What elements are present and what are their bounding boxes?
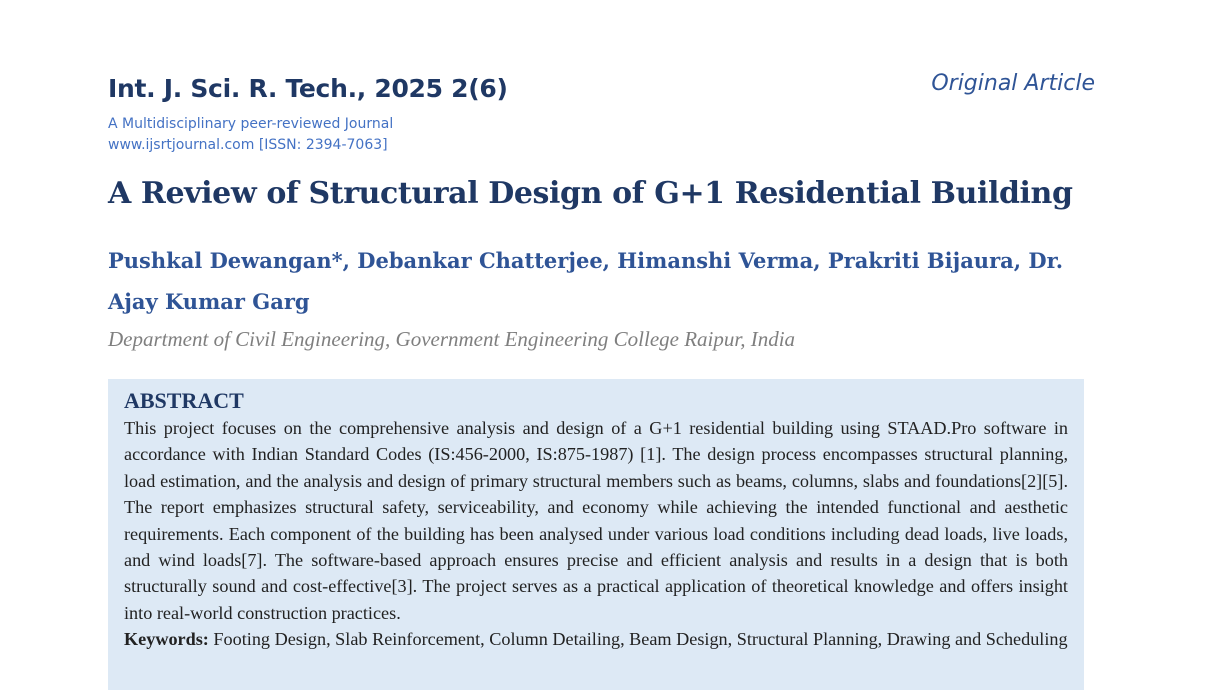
keywords-list: Footing Design, Slab Reinforcement, Column Detailing, Beam Design, Structural Planning, Drawing and Scheduling — [208, 629, 1068, 650]
keywords-label: Keywords: — [124, 629, 209, 650]
paper-title: A Review of Structural Design of G+1 Residential Building — [108, 176, 1073, 211]
abstract-section — [108, 379, 1084, 690]
journal-tagline: A Multidisciplinary peer-reviewed Journal — [108, 116, 394, 132]
journal-title: Int. J. Sci. R. Tech., 2025 2(6) — [108, 74, 508, 103]
journal-info — [108, 114, 393, 156]
journal-website: www.ijsrtjournal.com [ISSN: 2394-7063] — [108, 137, 388, 153]
abstract-body: This project focuses on the comprehensive analysis and design of a G+1 residential building using STAAD.Pro software in accordance with Indian Standard Codes (IS:456-2000, IS:875-1987) [1]. The design process encompasses structural planning, load estimation, and the analysis and design of primary structural members such as beams, columns, slabs and foundations[2][5]. The report emphasizes structural safety, serviceability, and economy while achieving the intended functional and aesthetic requirements. Each component of the building has been analysed under various load conditions including dead loads, live loads, and wind loads[7]. The software-based approach ensures precise and efficient analysis and results in a design that is both structurally sound and cost-effective[3]. The project serves as a practical application of theoretical knowledge and offers insight into real-world construction practices. — [124, 418, 1068, 623]
abstract-heading: ABSTRACT — [124, 388, 244, 413]
keywords-line — [124, 626, 1068, 652]
author-affiliation: Department of Civil Engineering, Government Engineering College Raipur, India — [108, 327, 796, 351]
author-list: Pushkal Dewangan*, Debankar Chatterjee, Himanshi Verma, Prakriti Bijaura, Dr. Ajay Kumar Garg — [108, 248, 1064, 314]
article-type-label: Original Article — [931, 71, 1095, 96]
